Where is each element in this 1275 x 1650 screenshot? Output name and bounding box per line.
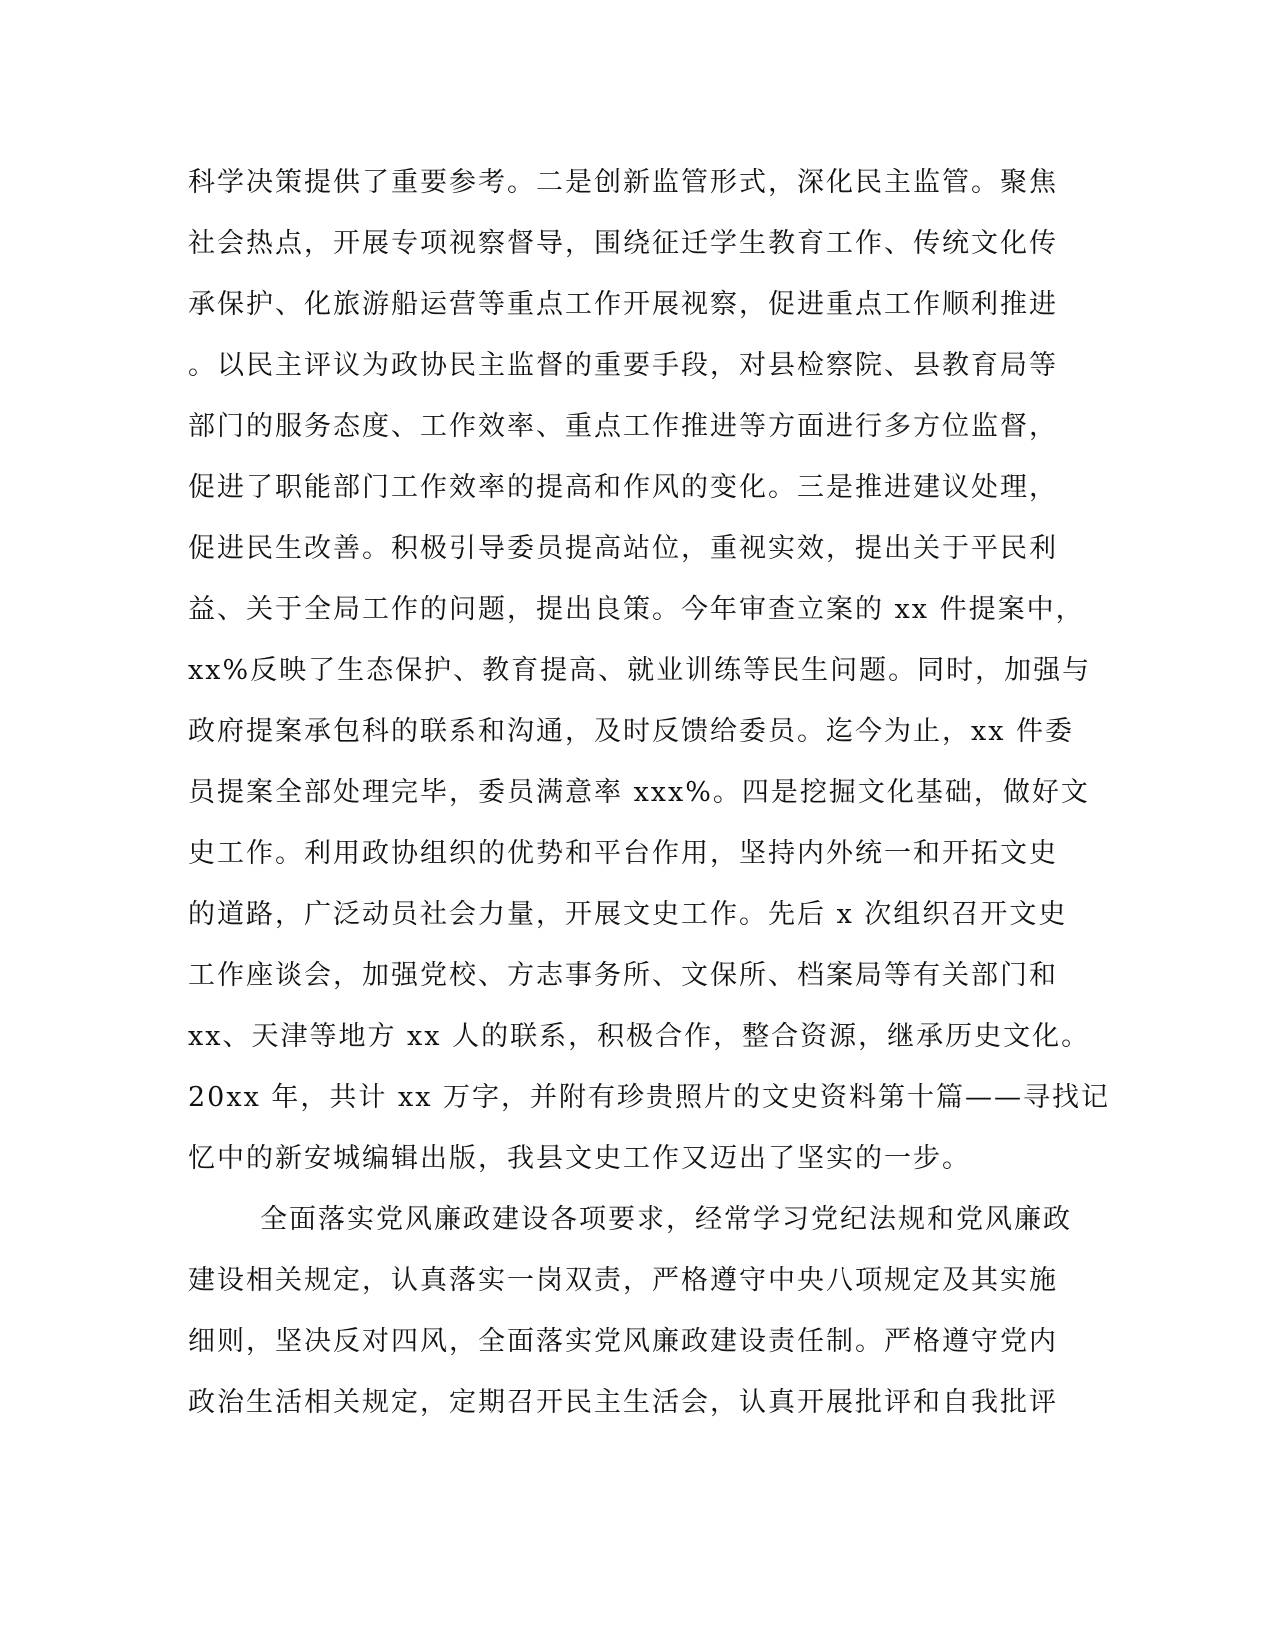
text-line: 20xx 年，共计 xx 万字，并附有珍贵照片的文史资料第十篇——寻找记: [188, 1082, 1111, 1113]
text-line: xx%反映了生态保护、教育提高、就业训练等民生问题。同时，加强与: [188, 655, 1092, 686]
text-line: 政治生活相关规定，定期召开民主生活会，认真开展批评和自我批评: [188, 1387, 1058, 1418]
paragraph-1: [188, 152, 1111, 1189]
text-line: 忆中的新安城编辑出版，我县文史工作又迈出了坚实的一步。: [188, 1143, 971, 1174]
text-line: 员提案全部处理完毕，委员满意率 xxx%。四是挖掘文化基础，做好文: [188, 777, 1090, 808]
text-line: 承保护、化旅游船运营等重点工作开展视察，促进重点工作顺利推进: [188, 289, 1058, 320]
text-line: 的道路，广泛动员社会力量，开展文史工作。先后 x 次组织召开文史: [188, 899, 1068, 930]
text-line: xx、天津等地方 xx 人的联系，积极合作，整合资源，继承历史文化。: [188, 1021, 1091, 1052]
text-line: 全面落实党风廉政建设各项要求，经常学习党纪法规和党风廉政: [260, 1204, 1072, 1235]
text-line: 。以民主评议为政协民主监督的重要手段，对县检察院、县教育局等: [188, 350, 1058, 381]
text-line: 科学决策提供了重要参考。二是创新监管形式，深化民主监管。聚焦: [188, 167, 1058, 198]
text-line: 细则，坚决反对四风，全面落实党风廉政建设责任制。严格遵守党内: [188, 1326, 1058, 1357]
text-line: 促进民生改善。积极引导委员提高站位，重视实效，提出关于平民利: [188, 533, 1058, 564]
text-line: 部门的服务态度、工作效率、重点工作推进等方面进行多方位监督，: [188, 411, 1058, 442]
text-line: 社会热点，开展专项视察督导，围绕征迁学生教育工作、传统文化传: [188, 228, 1058, 259]
text-line: 促进了职能部门工作效率的提高和作风的变化。三是推进建议处理，: [188, 472, 1058, 503]
paragraph-2: [188, 1189, 1088, 1433]
text-line: 益、关于全局工作的问题，提出良策。今年审查立案的 xx 件提案中，: [188, 594, 1085, 625]
document-body: [188, 152, 1111, 1433]
text-line: 工作座谈会，加强党校、方志事务所、文保所、档案局等有关部门和: [188, 960, 1058, 991]
text-line: 建设相关规定，认真落实一岗双责，严格遵守中央八项规定及其实施: [188, 1265, 1058, 1296]
text-line: 政府提案承包科的联系和沟通，及时反馈给委员。迄今为止，xx 件委: [188, 716, 1075, 747]
text-line: 史工作。利用政协组织的优势和平台作用，坚持内外统一和开拓文史: [188, 838, 1058, 869]
